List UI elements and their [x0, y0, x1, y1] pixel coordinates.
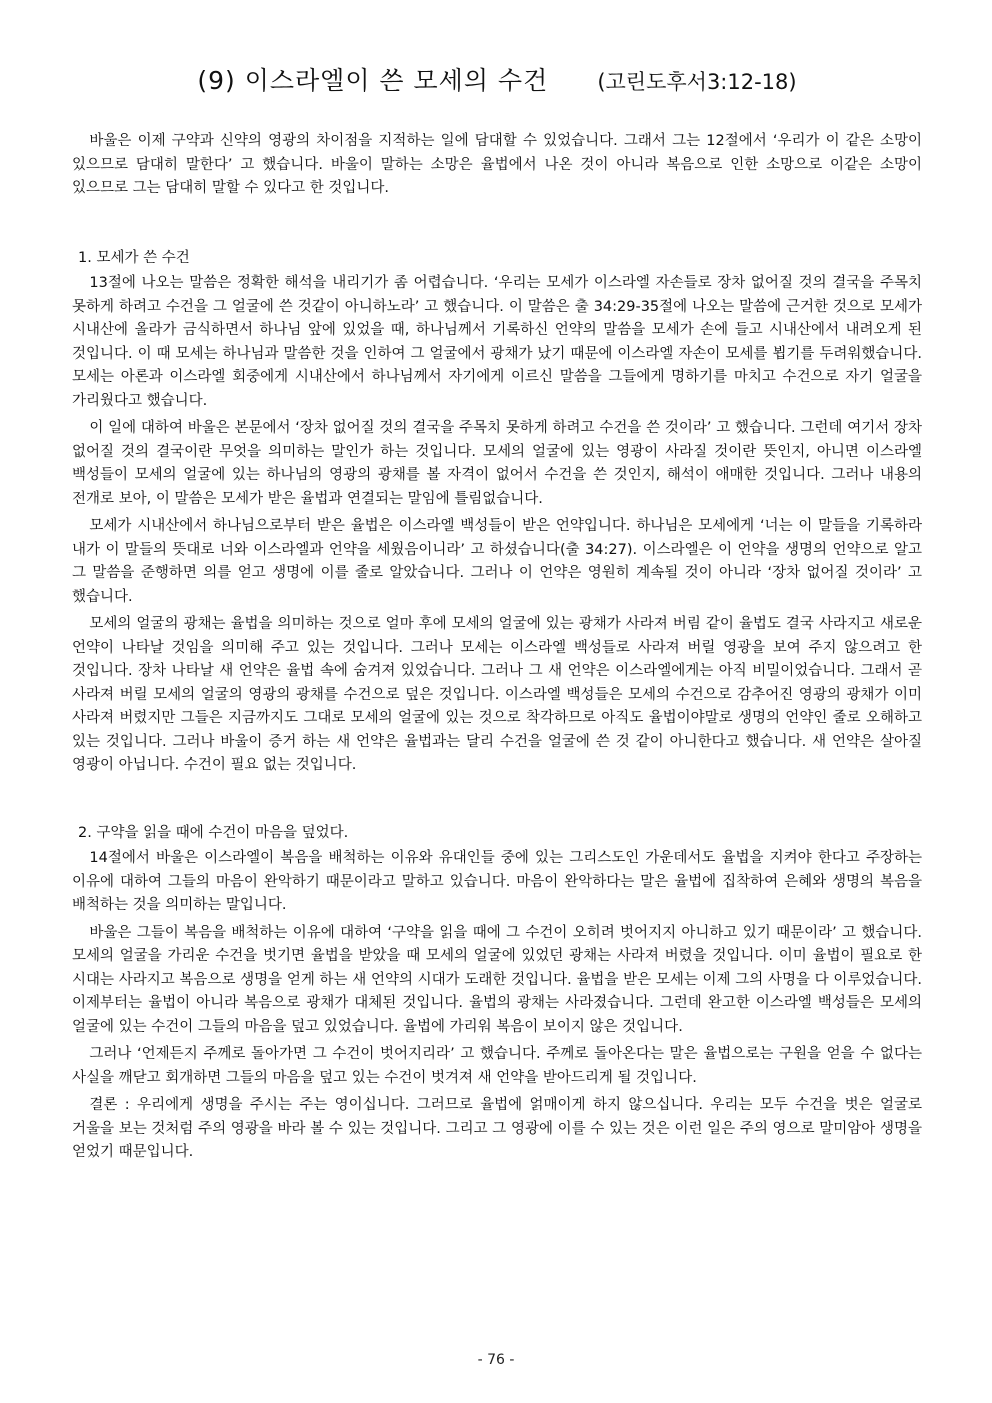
section-1-paragraph: 모세의 얼굴의 광채는 율법을 의미하는 것으로 얼마 후에 모세의 얼굴에 있는 광채가 사라져 버림 같이 율법도 결국 사라지고 새로운 언약이 나타날 것임을 의미해 주고 있는 것입니다. 그러나 모세는 이스라엘 백성들로 사라져 버릴 영광을 보여 주지 않으려고 한 것입니다. 장차 나타날 새 언약은 율법 속에 숨겨져 있었습니다. 그러나 그 새 언약은 이스라엘에게는 아직 비밀이었습니다. 그래서 곧 사라져 버릴 모세의 얼굴의 영광의 광채를 수건으로 덮은 것입니다. 이스라엘 백성들은 모세의 수건으로 감추어진 영광의 광채가 이미 사라져 버렸지만 그들은 지금까지도 그대로 모세의 얼굴에 있는 것으로 착각하므로 아직도 율법이야말로 생명의 언약인 줄로 오해하고 있는 것입니다. 그러나 바울이 증거 하는 새 언약은 율법과는 달리 수건을 얼굴에 쓴 것 같이 아니한다고 했습니다. 새 언약은 살아질 영광이 아닙니다. 수건이 필요 없는 것입니다.	[72, 616, 922, 773]
section-2-heading: 2. 구약을 읽을 때에 수건이 마음을 덮었다.	[78, 824, 349, 841]
section-1-paragraph: 13절에 나오는 말씀은 정확한 해석을 내리기가 좀 어렵습니다. ‘우리는 모세가 이스라엘 자손들로 장차 없어질 것의 결국을 주목치 못하게 하려고 수건을 그 얼굴에 쓴 것같이 아니하노라’ 고 했습니다. 이 말씀은 출 34:29-35절에 나오는 말씀에 근거한 것으로 모세가 시내산에 올라가 금식하면서 하나님 앞에 있었을 때, 하나님께서 기록하신 언약의 말씀을 모세가 손에 들고 시내산에서 내려오게 된 것입니다. 이 때 모세는 하나님과 말씀한 것을 인하여 그 얼굴에서 광채가 났기 때문에 이스라엘 자손이 모세를 뵙기를 두려워했습니다. 모세는 아론과 이스라엘 회중에게 시내산에서 하나님께서 자기에게 이르신 말씀을 그들에게 명하기를 마치고 수건으로 자기 얼굴을 가리웠다고 했습니다.	[72, 275, 922, 409]
scripture-reference: (고린도후서3:12-18)	[597, 70, 797, 94]
section-1-paragraph: 이 일에 대하여 바울은 본문에서 ‘장차 없어질 것의 결국을 주목치 못하게 하려고 수건을 쓴 것이라’ 고 했습니다. 그런데 여기서 장차 없어질 것의 결국이란 무엇을 의미하는 말인가 하는 것입니다. 모세의 얼굴에 있는 영광이 사라질 것이란 뜻인지, 아니면 이스라엘 백성들이 모세의 얼굴에 있는 하나님의 영광의 광채를 볼 자격이 없어서 수건을 쓴 것인지, 해석이 애매한 것입니다. 그러나 내용의 전개로 보아, 이 말씀은 모세가 받은 율법과 연결되는 말임에 틀림없습니다.	[72, 420, 922, 507]
section-2-paragraph: 14절에서 바울은 이스라엘이 복음을 배척하는 이유와 유대인들 중에 있는 그리스도인 가운데서도 율법을 지켜야 한다고 주장하는 이유에 대하여 그들의 마음이 완악하기 때문이라고 말하고 있습니다. 마음이 완악하다는 말은 율법에 집착하여 은혜와 생명의 복음을 배척하는 것을 의미하는 말입니다.	[72, 850, 922, 913]
title-row	[72, 56, 922, 106]
intro-paragraph: 바울은 이제 구약과 신약의 영광의 차이점을 지적하는 일에 담대할 수 있었습니다. 그래서 그는 12절에서 ‘우리가 이 같은 소망이 있으므로 담대히 말한다’ 고 했습니다. 바울이 말하는 소망은 율법에서 나온 것이 아니라 복음으로 인한 소망으로 이같은 소망이 있으므로 그는 담대히 말할 수 있다고 한 것입니다.	[72, 133, 922, 196]
page-title: (9) 이스라엘이 쓴 모세의 수건	[197, 66, 549, 95]
section-1-paragraph: 모세가 시내산에서 하나님으로부터 받은 율법은 이스라엘 백성들이 받은 언약입니다. 하나님은 모세에게 ‘너는 이 말들을 기록하라 내가 이 말들의 뜻대로 너와 이스라엘과 언약을 세웠음이니라’ 고 하셨습니다(출 34:27). 이스라엘은 이 언약을 생명의 언약으로 알고 그 말씀을 준행하면 의를 얻고 생명에 이를 줄로 알았습니다. 그러나 이 언약은 영원히 계속될 것이 아니라 ‘장차 없어질 것이라’ 고 했습니다.	[72, 518, 922, 605]
section-1-heading: 1. 모세가 쓴 수건	[78, 249, 190, 266]
conclusion-paragraph: 결론 : 우리에게 생명을 주시는 주는 영이십니다. 그러므로 율법에 얽매이게 하지 않으십니다. 우리는 모두 수건을 벗은 얼굴로 거울을 보는 것처럼 주의 영광을 바라 볼 수 있는 것입니다. 그리고 그 영광에 이를 수 있는 것은 이런 일은 주의 영으로 말미암아 생명을 얻었기 때문입니다.	[72, 1097, 922, 1160]
section-2-paragraph: 그러나 ‘언제든지 주께로 돌아가면 그 수건이 벗어지리라’ 고 했습니다. 주께로 돌아온다는 말은 율법으로는 구원을 얻을 수 없다는 사실을 깨닫고 회개하면 그들의 마음을 덮고 있는 수건이 벗겨져 새 언약을 받아드리게 될 것입니다.	[72, 1046, 922, 1086]
section-2-paragraph: 바울은 그들이 복음을 배척하는 이유에 대하여 ‘구약을 읽을 때에 그 수건이 오히려 벗어지지 아니하고 있기 때문이라’ 고 했습니다. 모세의 얼굴을 가리운 수건을 벗기면 율법을 받았을 때 모세의 얼굴에 있었던 광채는 사라져 버렸을 것입니다. 이미 율법이 필요로 한 시대는 사라지고 복음으로 생명을 얻게 하는 새 언약의 시대가 도래한 것입니다. 율법을 받은 모세는 이제 그의 사명을 다 이루었습니다. 이제부터는 율법이 아니라 복음으로 광채가 대체된 것입니다. 율법의 광채는 사라졌습니다. 그런데 완고한 이스라엘 백성들은 모세의 얼굴에 있는 수건이 그들의 마음을 덮고 있었습니다. 율법에 가리워 복음이 보이지 않은 것입니다.	[72, 924, 922, 1035]
document-page	[72, 56, 922, 1169]
section-gap	[72, 782, 922, 822]
page-number: - 76 -	[477, 1352, 515, 1368]
